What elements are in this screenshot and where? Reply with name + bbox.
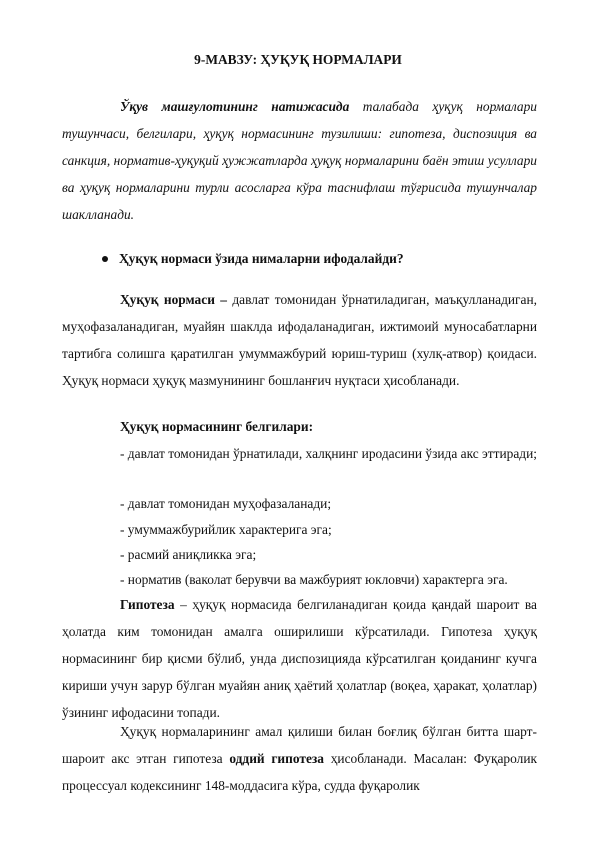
feature-item-1	[62, 440, 537, 467]
simple-hypothesis-paragraph	[62, 718, 537, 799]
intro-lead: Ўқув машғулотининг натижасида	[120, 99, 350, 114]
definition-paragraph	[62, 286, 537, 394]
hypothesis-text: – ҳуқуқ нормасида белгиланадиган қоида қандай шароит ва ҳолатда ким томонидан амалга оширилиши кўрсатилади. Гипотеза ҳуқуқ нормасининг бир қисми бўлиб, унда диспозицияда кўрсатилган қоиданинг кучга кириши учун зарур бўлган муайян аниқ ҳаётий ҳолатлар (воқеа, ҳаракат, ҳолатлар) ўзининг ифодасини топади.	[62, 597, 537, 720]
feature-item-5	[62, 566, 537, 593]
question-bullet	[119, 245, 404, 272]
simple-term: оддий гипотеза	[229, 751, 324, 766]
features-heading	[62, 413, 537, 440]
feature-item-2	[62, 490, 537, 517]
feature-text: - умуммажбурийлик характерига эга;	[120, 522, 332, 537]
hypothesis-term: Гипотеза	[120, 597, 175, 612]
page-title: 9-МАВЗУ: ҲУҚУҚ НОРМАЛАРИ	[194, 52, 402, 67]
feature-item-3	[62, 516, 537, 543]
simple-after: ҳисобланади. Масалан: Фуқаролик процессуал кодексининг 148-моддасига кўра, судда фуқаролик	[62, 751, 538, 793]
bullet-icon	[102, 256, 108, 262]
hypothesis-paragraph	[62, 591, 537, 726]
feature-text: - расмий аниқликка эга;	[120, 547, 257, 562]
intro-text: талабада ҳуқуқ нормалари тушунчаси, белгилари, ҳуқуқ нормасининг тузилиши: гипотеза, диспозиция ва санкция, норматив-ҳуқуқий ҳужжатларда ҳуқуқ нормаларини баён этиш усуллари ва ҳуқуқ нормаларини турли асосларга кўра таснифлаш тўғрисида тушунчалар шаклланади.	[62, 99, 537, 222]
question-text: Ҳуқуқ нормаси ўзида нималарни ифодалайди?	[119, 251, 404, 266]
feature-item-4	[62, 541, 537, 568]
feature-text: - норматив (ваколат берувчи ва мажбурият юкловчи) характерга эга.	[120, 572, 508, 587]
intro-paragraph	[62, 93, 537, 228]
features-heading-text: Ҳуқуқ нормасининг белгилари:	[120, 419, 314, 434]
simple-before: Ҳуқуқ нормаларининг амал қилиши билан боғлиқ бўлган битта шарт-шароит акс этган гипотеза	[62, 724, 537, 766]
definition-term: Ҳуқуқ нормаси –	[120, 292, 227, 307]
feature-text: - давлат томонидан муҳофазаланади;	[120, 496, 332, 511]
feature-text: - давлат томонидан ўрнатилади, халқнинг иродасини ўзида акс эттиради;	[120, 446, 537, 461]
definition-text: давлат томонидан ўрнатиладиган, маъқулланадиган, муҳофазаланадиган, муайян шаклда ифодаланадиган, ижтимоий муносабатларни тартибга солишга қаратилган умуммажбурий юриш-туриш (хулқ-атвор) қоидаси. Ҳуқуқ нормаси ҳуқуқ мазмунининг бошланғич нуқтаси ҳисобланади.	[62, 292, 537, 388]
